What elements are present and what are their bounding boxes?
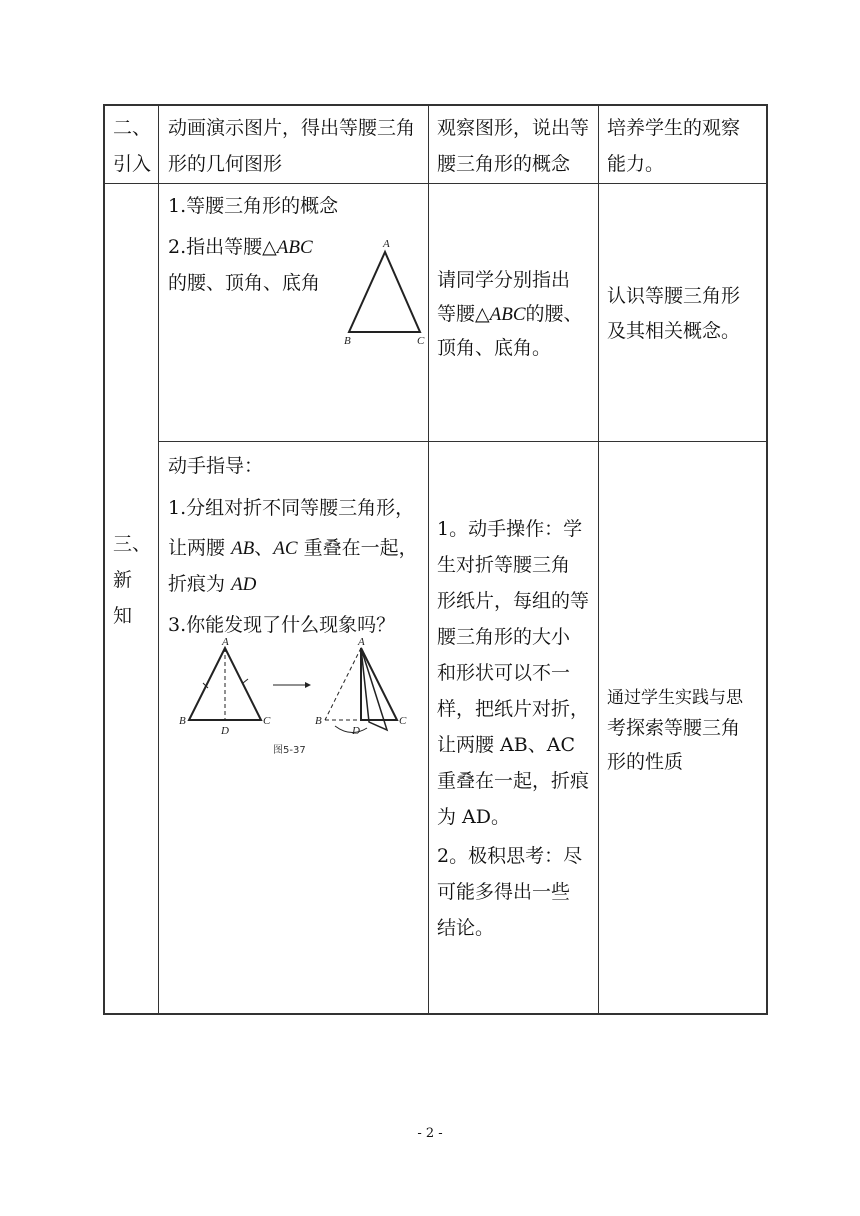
folding-figure [175,636,415,766]
intro-content-line2: 形的几何图形 [168,153,283,175]
label-b: B [344,335,351,347]
fig-label-d2: D [352,725,360,737]
table-border-left [103,104,105,1015]
part2-activity-line10: 2。极积思考：尽 [437,845,583,867]
intro-goal-line1: 培养学生的观察 [607,117,741,139]
fold-instr-sep: 、 [254,537,274,559]
intro-content-line1: 动画演示图片，得出等腰三角 [168,117,416,139]
table-border-bottom [103,1013,768,1015]
triangle-name-2: ABC [489,304,526,325]
table-border-right [766,104,768,1015]
row-divider-2 [158,441,767,442]
part1-goal-line2: 及其相关概念。 [607,320,741,342]
part2-activity-line8: 重叠在一起，折痕 [437,770,590,792]
triangle-shape [349,252,420,332]
part2-goal-line2: 考探索等腰三角 [607,717,741,739]
fig-label-b1: B [179,715,186,727]
intro-goal-line2: 能力。 [607,153,665,175]
intro-activity-line2: 腰三角形的概念 [437,153,571,175]
hands-on-heading: 动手指导： [168,455,264,477]
point-out-line [168,229,313,266]
stage-new-line3: 知 [113,605,133,627]
label-c: C [417,335,425,347]
intro-activity-line1: 观察图形，说出等 [437,117,590,139]
row-divider-1 [104,183,767,184]
fig-label-d1: D [221,725,229,737]
part1-activity-suffix: 的腰、 [525,303,583,325]
fold-instruction-1: 1.分组对折不同等腰三角形， [168,497,415,519]
stage-new-line2: 新 [113,569,133,591]
part1-activity-line3: 顶角、底角。 [437,337,552,359]
triangle-name: ABC [276,237,313,258]
part2-activity-line4: 腰三角形的大小 [437,626,571,648]
arrow-head [305,682,311,688]
folding-flap [361,648,387,730]
col-divider-1 [158,104,159,1014]
part2-activity-line2: 生对折等腰三角 [437,554,571,576]
part1-activity-prefix: 等腰△ [437,303,490,325]
part2-activity-line12: 结论。 [437,917,495,939]
part2-activity-line11: 可能多得出一些 [437,881,571,903]
part2-goal-line1: 通过学生实践与思 [607,688,743,708]
point-out-text: 2.指出等腰△ [168,236,277,258]
fig-label-c2: C [399,715,407,727]
fig-label-a1: A [222,636,229,648]
right-tick-mark [243,679,248,683]
part2-activity-line7: 让两腰 AB、AC [437,734,575,756]
part1-activity-line1: 请同学分别指出 [437,269,571,291]
concept-heading: 1.等腰三角形的概念 [168,195,339,217]
label-a: A [383,238,390,250]
fold-instruction-2 [168,530,418,567]
table-border-top [103,104,768,106]
stage-new-line1: 三、 [113,533,152,555]
part1-activity-line2 [437,296,583,333]
fig-label-a2: A [358,636,365,648]
fold-instr-a: 让两腰 [168,537,226,559]
part2-activity-line1: 1。动手操作：学 [437,518,583,540]
stage-intro-line2: 引入 [113,153,152,175]
triangle-abc-figure [340,235,432,350]
fold-instruction-3 [168,566,256,603]
crease-ad: AD [231,574,257,595]
part2-activity-line9: 为 AD。 [437,806,510,828]
fold-instr-b: 重叠在一起， [303,537,418,559]
point-out-line2: 的腰、顶角、底角 [168,272,321,294]
col-divider-3 [598,104,599,1014]
page-number: - 2 - [417,1126,443,1141]
fig-label-c1: C [263,715,271,727]
figure-caption: 图5-37 [273,745,306,756]
stage-intro-line1: 二、 [113,117,152,139]
fold-curve-arrow [335,726,367,733]
folded-right-half [361,648,397,720]
part1-goal-line1: 认识等腰三角形 [607,285,741,307]
part2-goal-line3: 形的性质 [607,751,684,773]
part2-activity-line3: 形纸片，每组的等 [437,590,590,612]
discovery-question: 3.你能发现了什么现象吗？ [168,614,396,636]
fig-label-b2: B [315,715,322,727]
part2-activity-line5: 和形状可以不一 [437,662,571,684]
part2-activity-line6: 样，把纸片对折， [437,698,590,720]
crease-text: 折痕为 [168,573,226,595]
folded-left-side [325,648,361,720]
side-ac: AC [273,538,298,559]
side-ab: AB [231,538,255,559]
